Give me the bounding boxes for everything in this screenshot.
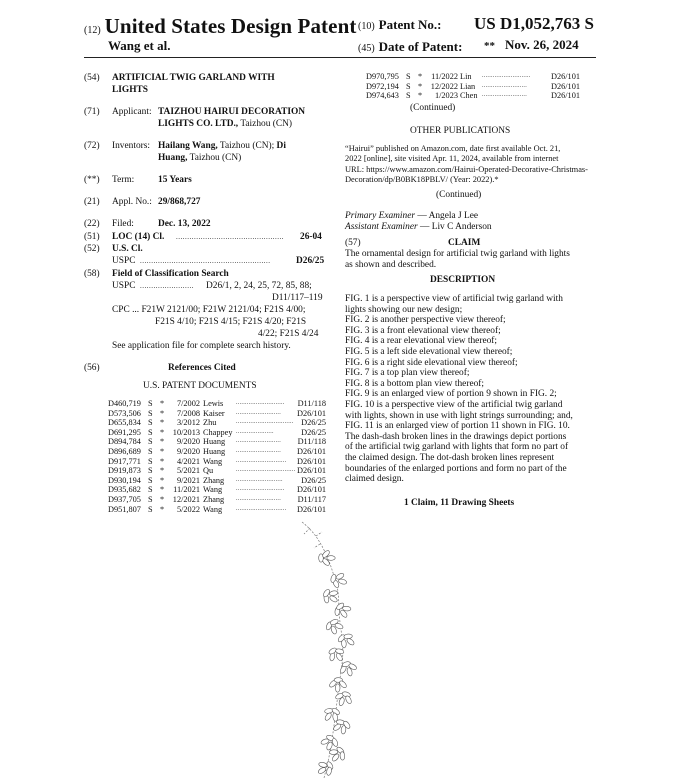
reference-class: D26/101 (296, 485, 326, 495)
reference-cited-by-examiner: * (418, 91, 423, 101)
reference-kind: S (148, 504, 153, 514)
reference-cited-by-examiner: * (160, 485, 165, 495)
description-line: FIG. 9 is an enlarged view of portion 9 shown in FIG. 2; (345, 389, 557, 400)
reference-number: D937,705 (108, 494, 141, 504)
loc-dots: ................................................ (176, 233, 284, 241)
reference-class: D26/25 (301, 418, 326, 428)
field-uspc-label: USPC (112, 281, 136, 291)
description-line: with lights, shown in use with light strings surrounding; and, (345, 410, 573, 421)
reference-number: D974,643 (366, 91, 399, 101)
references-table-continued (366, 72, 584, 101)
description-line: FIG. 1 is a perspective view of artificial twig garland with (345, 294, 563, 304)
title-code: (54) (84, 73, 100, 83)
claims-drawings-summary: 1 Claim, 11 Drawing Sheets (404, 498, 515, 508)
description-line: lights showing our new design; (345, 304, 463, 315)
other-pubs-entry (345, 144, 588, 185)
description-line: FIG. 10 is a perspective view of the artificial twig garland (345, 399, 563, 410)
reference-date: 1/2023 (434, 91, 458, 101)
reference-date: 3/2012 (176, 418, 200, 428)
reference-number: D930,194 (108, 475, 141, 485)
appl-code: (21) (84, 197, 100, 207)
references-code: (56) (84, 363, 100, 373)
reference-number: D917,771 (108, 456, 141, 466)
applicant-label: Applicant: (112, 107, 152, 117)
patent-type-title: United States Design Patent (104, 14, 357, 38)
reference-date: 9/2020 (176, 446, 200, 456)
reference-date: 11/2021 (173, 485, 200, 495)
garland-leaf (327, 556, 335, 561)
garland-leaf (331, 738, 338, 747)
reference-row (108, 409, 328, 419)
inventors-line2: Huang, Taizhou (CN) (158, 153, 242, 163)
reference-class: D26/101 (296, 456, 326, 466)
reference-number: D970,795 (366, 72, 399, 81)
reference-dots: ......................... (482, 82, 527, 89)
reference-dots: ..................... (236, 428, 274, 435)
inventors-short: Wang et al. (108, 38, 171, 53)
twig-garland-drawing (292, 518, 402, 780)
other-pubs-line: 2022 [online], site visited Apr. 11, 2024, available from internet (345, 154, 559, 164)
other-pubs-line: “Hairui” published on Amazon.com, date first available Oct. 21, (345, 144, 561, 153)
inventors-line1: Hailang Wang, Taizhou (CN); Di (158, 141, 286, 151)
reference-number: D919,873 (108, 466, 141, 476)
reference-cited-by-examiner: * (418, 81, 423, 91)
garland-leaf (335, 684, 340, 692)
reference-class: D11/118 (297, 437, 326, 447)
date-label: Date of Patent: (378, 39, 463, 54)
description-title: DESCRIPTION (430, 275, 496, 285)
reference-dots: ......................... (236, 409, 281, 416)
reference-date: 4/2021 (176, 456, 200, 466)
reference-class: D26/101 (296, 504, 326, 514)
reference-dots: ......................... (482, 92, 527, 99)
reference-row (366, 72, 584, 82)
field-code: (58) (84, 269, 100, 279)
description-line: FIG. 5 is a left side elevational view thereof; (345, 346, 513, 357)
term-code: (**) (84, 175, 100, 185)
patent-date: Nov. 26, 2024 (505, 37, 579, 52)
reference-name: Kaiser (203, 408, 225, 418)
applicant-name-line2: LIGHTS CO. LTD., Taizhou (CN) (158, 119, 293, 129)
reference-dots: ................................ (236, 419, 294, 426)
reference-dots: ................................. (236, 467, 296, 474)
reference-number: D460,719 (108, 399, 141, 408)
reference-class: D26/101 (550, 91, 580, 101)
patent-header-left (84, 14, 356, 39)
claim-line: The ornamental design for artificial twig garland with lights (345, 249, 570, 259)
doc-type-code: (12) (84, 25, 101, 36)
cpc-line3: 4/22; F21S 4/24 (258, 329, 319, 339)
other-pubs-line: URL: https://www.amazon.com/Hairui-Operated-Decorative-Christmas- (345, 164, 588, 174)
see-application: See application file for complete search history. (112, 341, 291, 351)
uspc-value: D26/25 (296, 256, 325, 266)
date-code: (45) (358, 43, 375, 54)
claim-code: (57) (345, 238, 361, 248)
reference-name: Chen (460, 91, 478, 101)
field-label: Field of Classification Search (112, 269, 229, 279)
inventors-code: (72) (84, 141, 100, 151)
reference-cited-by-examiner: * (160, 427, 165, 437)
patent-no-code: (10) (358, 21, 375, 32)
reference-number: D972,194 (366, 81, 399, 91)
reference-dots: ............................ (236, 457, 287, 464)
reference-kind: S (406, 91, 411, 101)
reference-row (108, 437, 328, 447)
reference-name: Zhang (203, 494, 225, 504)
reference-number: D896,689 (108, 446, 141, 456)
reference-kind: S (148, 399, 153, 408)
reference-kind: S (148, 494, 153, 504)
reference-date: 9/2020 (176, 437, 200, 447)
date-line (358, 38, 462, 56)
reference-row (108, 428, 328, 438)
reference-dots: ........................... (482, 73, 531, 79)
reference-kind: S (148, 446, 153, 456)
garland-leaf (335, 572, 345, 580)
garland-leaf (340, 752, 345, 761)
claim-line: as shown and described. (345, 259, 437, 270)
reference-dots: ......................... (236, 495, 281, 502)
patent-number-line (358, 16, 442, 34)
reference-name: Huang (203, 437, 226, 447)
reference-cited-by-examiner: * (160, 494, 165, 504)
reference-cited-by-examiner: * (160, 446, 165, 456)
reference-date: 10/2013 (172, 427, 200, 437)
description-line: FIG. 7 is a top plan view thereof; (345, 368, 470, 379)
description-body (345, 294, 573, 485)
reference-class: D26/101 (296, 466, 326, 476)
reference-kind: S (148, 418, 153, 428)
reference-number: D655,834 (108, 418, 141, 428)
applicant-name-line1: TAIZHOU HAIRUI DECORATION (158, 107, 306, 117)
reference-row (366, 91, 584, 101)
reference-date: 12/2021 (172, 494, 200, 504)
references-continued: (Continued) (410, 103, 456, 113)
term-value: 15 Years (158, 175, 192, 185)
reference-dots: .......................... (236, 476, 283, 483)
reference-kind: S (148, 408, 153, 418)
garland-leaf (324, 712, 333, 722)
reference-name: Zhang (203, 475, 225, 485)
reference-kind: S (148, 485, 153, 495)
description-line: FIG. 3 is a front elevational view thereof; (345, 325, 501, 336)
references-title: References Cited (168, 363, 236, 373)
inventors-label: Inventors: (112, 141, 151, 151)
reference-date: 7/2002 (176, 399, 200, 408)
reference-name: Zhu (203, 418, 217, 428)
field-uspc-dots: ........................ (140, 282, 194, 290)
loc-code: (51) (84, 232, 100, 242)
reference-kind: S (148, 456, 153, 466)
reference-cited-by-examiner: * (160, 399, 165, 408)
reference-number: D935,682 (108, 485, 141, 495)
reference-row (108, 476, 328, 486)
field-uspc-line1: D26/1, 2, 24, 25, 72, 85, 88; (206, 281, 312, 291)
reference-dots: ........................... (236, 400, 285, 406)
garland-leaf (345, 695, 353, 705)
reference-cited-by-examiner: * (160, 418, 165, 428)
reference-cited-by-examiner: * (160, 475, 165, 485)
references-table (108, 399, 328, 514)
reference-class: D26/101 (296, 408, 326, 418)
reference-number: D691,295 (108, 427, 141, 437)
reference-row (108, 495, 328, 505)
reference-class: D11/118 (297, 399, 326, 408)
reference-number: D894,784 (108, 437, 141, 447)
reference-class: D11/117 (297, 494, 326, 504)
claim-title: CLAIM (448, 238, 481, 248)
loc-value: 26-04 (300, 232, 322, 242)
reference-dots: ........................... (236, 486, 285, 493)
reference-name: Lian (460, 81, 476, 91)
appl-number: 29/868,727 (158, 197, 201, 207)
reference-cited-by-examiner: * (160, 408, 165, 418)
reference-cited-by-examiner: * (160, 466, 165, 476)
patent-number: US D1,052,763 S (474, 14, 594, 33)
assistant-examiner: Assistant Examiner — Liv C Anderson (345, 222, 492, 232)
reference-date: 12/2022 (430, 81, 458, 91)
claim-text (345, 249, 570, 270)
uspc-dots: .......................................................... (140, 257, 271, 265)
reference-row (108, 466, 328, 476)
design-title-line1: ARTIFICIAL TWIG GARLAND WITH (112, 73, 275, 83)
primary-examiner: Primary Examiner — Angela J Lee (345, 211, 479, 221)
reference-kind: S (148, 437, 153, 447)
reference-cited-by-examiner: * (418, 72, 423, 81)
reference-date: 5/2021 (176, 466, 200, 476)
description-line: The dash-dash broken lines in the drawings depict portions (345, 431, 567, 442)
twig-tip-lines (304, 528, 322, 548)
description-line: FIG. 4 is a rear elevational view thereof; (345, 336, 498, 347)
reference-class: D26/101 (550, 81, 580, 91)
uspc-label: USPC (112, 256, 136, 266)
design-title-line2: LIGHTS (112, 85, 148, 95)
reference-date: 5/2022 (176, 504, 200, 514)
reference-name: Lewis (203, 399, 224, 408)
reference-class: D26/101 (296, 446, 326, 456)
field-uspc-line2: D11/117–119 (272, 293, 323, 303)
reference-row (108, 457, 328, 467)
reference-cited-by-examiner: * (160, 456, 165, 466)
reference-class: D26/25 (301, 475, 326, 485)
reference-kind: S (406, 81, 411, 91)
reference-name: Qu (203, 466, 214, 476)
description-line: of the artificial twig garland with lights that form no part of (345, 442, 569, 453)
description-line: claimed design. (345, 474, 404, 485)
us-patent-docs-title: U.S. PATENT DOCUMENTS (143, 381, 257, 391)
garland-leaf (329, 590, 338, 596)
reference-row (108, 399, 328, 409)
garland-leaf (326, 767, 332, 776)
reference-date: 11/2022 (431, 72, 458, 81)
reference-class: D26/101 (550, 72, 580, 81)
reference-cited-by-examiner: * (160, 437, 165, 447)
reference-number: D951,807 (108, 504, 141, 514)
cpc-line1: CPC ... F21W 2121/00; F21W 2121/04; F21S 4/00; (112, 305, 306, 315)
garland-leaf (341, 725, 347, 734)
reference-name: Chappey (203, 427, 233, 437)
reference-name: Wang (203, 485, 223, 495)
uscl-code: (52) (84, 244, 100, 254)
header-rule (84, 57, 596, 58)
reference-row (108, 485, 328, 495)
reference-name: Wang (203, 456, 223, 466)
description-line: FIG. 8 is a bottom plan view thereof; (345, 378, 485, 389)
reference-kind: S (148, 475, 153, 485)
loc-label: LOC (14) Cl. (112, 232, 165, 242)
reference-number: D573,506 (108, 408, 141, 418)
term-label: Term: (112, 175, 135, 185)
uscl-label: U.S. Cl. (112, 244, 143, 254)
reference-kind: S (148, 427, 153, 437)
reference-date: 9/2021 (176, 475, 200, 485)
reference-name: Lin (460, 72, 472, 81)
reference-name: Wang (203, 504, 223, 514)
garland-leaf (318, 762, 327, 768)
description-line: FIG. 11 is an enlarged view of portion 11 shown in FIG. 10. (345, 421, 570, 432)
filed-code: (22) (84, 219, 100, 229)
garland-leaves (317, 549, 357, 775)
date-stars: ** (484, 40, 495, 52)
reference-date: 7/2008 (176, 408, 200, 418)
reference-kind: S (148, 466, 153, 476)
other-pubs-line: Decoration/dp/B0BK18PBLV/ (Year: 2022).* (345, 174, 499, 184)
reference-dots: ............................ (236, 505, 287, 512)
appl-label: Appl. No.: (112, 197, 152, 207)
patent-no-label: Patent No.: (378, 17, 442, 32)
reference-row (366, 82, 584, 92)
reference-kind: S (406, 72, 411, 81)
garland-leaf (329, 750, 338, 755)
description-line: boundaries of the enlarged portions and form no part of the (345, 463, 567, 474)
reference-class: D26/25 (301, 427, 326, 437)
garland-leaf (329, 595, 339, 604)
description-line: the claimed design. The dot-dash broken lines represent (345, 452, 555, 463)
reference-row (108, 505, 328, 515)
reference-row (108, 447, 328, 457)
applicant-code: (71) (84, 107, 100, 117)
reference-cited-by-examiner: * (160, 504, 165, 514)
reference-row (108, 418, 328, 428)
reference-name: Huang (203, 446, 226, 456)
cpc-line2: F21S 4/10; F21S 4/15; F21S 4/20; F21S (155, 317, 307, 327)
reference-dots: ......................... (236, 438, 281, 445)
filed-label: Filed: (112, 219, 134, 229)
description-line: FIG. 2 is another perspective view thereof; (345, 315, 506, 326)
other-pubs-continued: (Continued) (436, 190, 482, 200)
reference-dots: ......................... (236, 447, 281, 454)
filed-date: Dec. 13, 2022 (158, 219, 211, 229)
other-pubs-title: OTHER PUBLICATIONS (410, 126, 511, 136)
description-line: FIG. 6 is a right side elevational view thereof; (345, 357, 518, 368)
